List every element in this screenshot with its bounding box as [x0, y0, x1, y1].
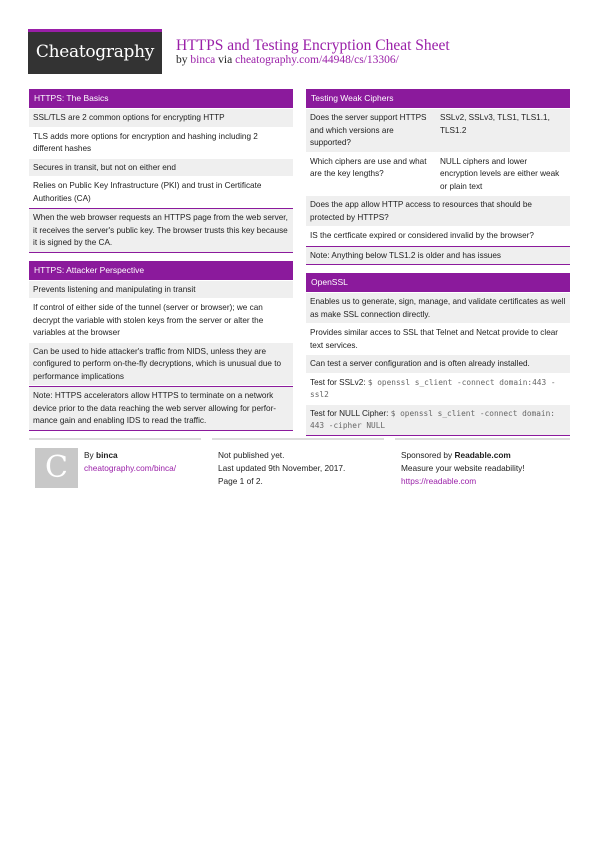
page-number: Page 1 of 2. [218, 476, 263, 486]
answer-cell: SSLv2, SSLv3, TLS1, TLS1.1, TLS1.2 [440, 113, 550, 135]
question-cell: Which ciphers are use and what are the key lengths? [310, 156, 427, 178]
list-item: Can be used to hide attacker's traffic from NIDS, unless they are configured to perform on-the-fly decryptions, which is unusual due to performance implications [29, 343, 293, 387]
avatar[interactable]: C [35, 448, 78, 488]
right-column [306, 89, 570, 444]
command-text: $ openssl s_client -connect domain: 443 -cipher NULL [310, 408, 555, 430]
footer-author-link[interactable]: cheatography.com/binca/ [84, 463, 177, 473]
list-item: SSL/TLS are 2 common options for encrypting HTTP [29, 109, 293, 128]
footer-divider [395, 438, 570, 440]
author-link[interactable]: binca [190, 54, 216, 66]
last-updated: Last updated 9th November, 2017. [218, 463, 346, 473]
footer-divider [212, 438, 384, 440]
section-weak-ciphers [306, 89, 570, 265]
left-column [29, 89, 293, 439]
table-row [306, 153, 570, 197]
list-item: Provides similar acces to SSL that Telnet and Netcat provide to clear text services. [306, 324, 570, 355]
list-item: Can test a server configuration and is often already installed. [306, 355, 570, 374]
logo-text: Cheatography [35, 42, 155, 62]
sponsor-name[interactable]: Readable.com [454, 450, 511, 460]
footer-divider [29, 438, 201, 440]
list-item: If control of either side of the tunnel (server or browser); we can decrypt the variable with stolen keys from the server or alter the variables at the browser [29, 299, 293, 343]
page-title: HTTPS and Testing Encryption Cheat Sheet [176, 37, 450, 54]
sponsor-tagline: Measure your website readability! [401, 463, 525, 473]
list-item: Enables us to generate, sign, manage, and validate certificates as well as make SSL connection directly. [306, 293, 570, 324]
list-item: Secures in transit, but not on either end [29, 159, 293, 178]
section-attacker [29, 261, 293, 431]
list-item: TLS adds more options for encryption and hashing including 2 different hashes [29, 128, 293, 159]
page-subtitle: by binca via cheatography.com/44948/cs/13306/ [176, 54, 399, 66]
test-label: Test for NULL Cipher: [310, 408, 389, 418]
footer-sponsor: Sponsored by Readable.com Measure your website readability! https://readable.com [401, 450, 525, 486]
section-header: Testing Weak Ciphers [306, 89, 570, 108]
section-basics [29, 89, 293, 253]
answer-cell: NULL ciphers and lower encryption levels are either weak or plain text [440, 156, 560, 191]
list-item: Does the app allow HTTP access to resources that should be protected by HTTPS? [306, 196, 570, 227]
list-item: IS the certficate expired or considered invalid by the browser? [306, 227, 570, 246]
published-status: Not published yet. [218, 450, 285, 460]
section-openssl [306, 273, 570, 436]
footer-author: By binca cheatography.com/binca/ [84, 450, 177, 473]
sheet-url-link[interactable]: cheatography.com/44948/cs/13306/ [235, 54, 399, 66]
cheatography-logo[interactable] [28, 29, 162, 74]
list-item [306, 374, 570, 405]
section-note: When the web browser requests an HTTPS page from the web server, it receives the server's public key. The browser trusts this key because it is signed by the CA. [29, 208, 293, 253]
section-note: Note: Anything below TLS1.2 is older and has issues [306, 246, 570, 266]
question-cell: Does the server support HTTPS and which versions are supported? [310, 113, 427, 147]
section-header: OpenSSL [306, 273, 570, 292]
page-footer [29, 438, 570, 498]
test-label: Test for SSLv2: [310, 377, 366, 387]
sponsor-link[interactable]: https://readable.com [401, 476, 477, 486]
command-text: $ openssl s_client -connect domain:443 -ssl2 [310, 377, 556, 399]
section-header: HTTPS: Attacker Perspective [29, 261, 293, 280]
section-header: HTTPS: The Basics [29, 89, 293, 108]
list-item: Prevents listening and manipulating in transit [29, 281, 293, 300]
list-item [306, 405, 570, 436]
footer-author-name[interactable]: binca [96, 450, 118, 460]
footer-meta [218, 449, 345, 488]
table-row [306, 109, 570, 153]
list-item: Relies on Public Key Infrastructure (PKI) and trust in Certificate Authorities (CA) [29, 177, 293, 208]
section-note: Note: HTTPS accelerators allow HTTPS to terminate on a network device prior to the data reaching the web server allowing for performance gain and enabling IDS to read the traffic. [29, 386, 293, 431]
